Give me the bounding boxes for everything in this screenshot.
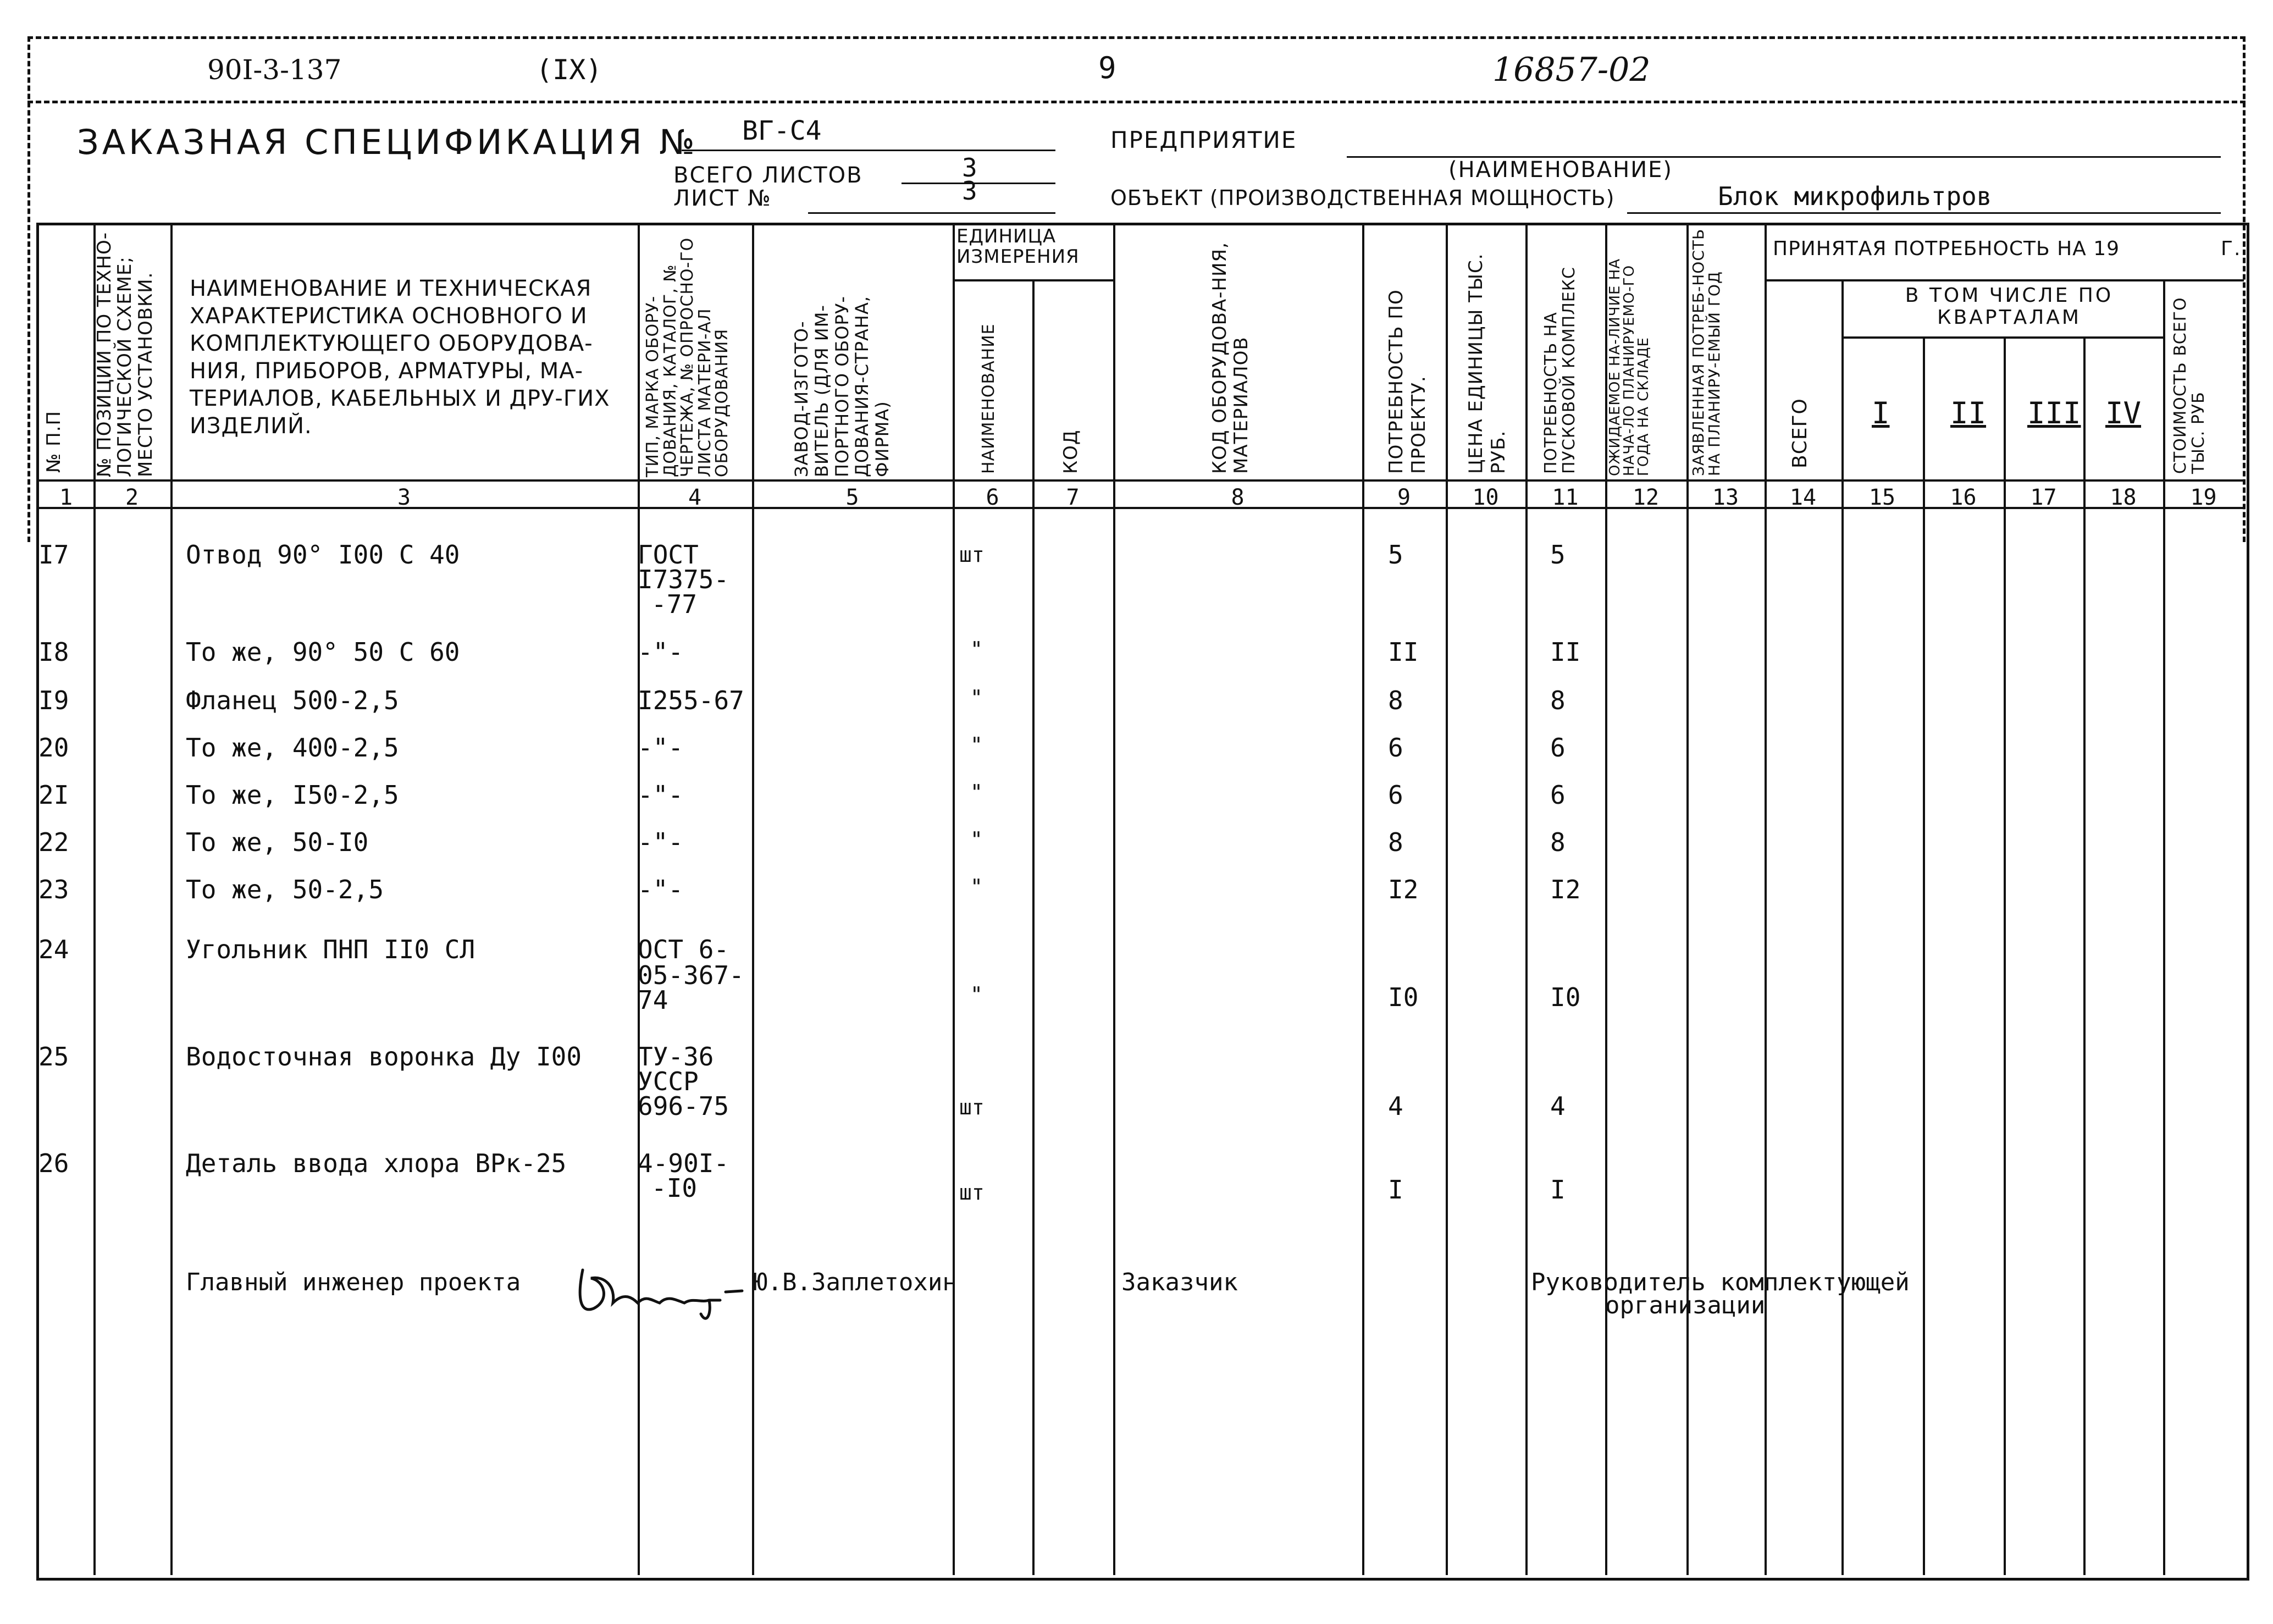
page-number: 9 — [1098, 51, 1116, 85]
item-launch: II — [1550, 637, 1581, 667]
doc-code: 90I-3-137 — [207, 54, 342, 86]
col-number-3: 3 — [397, 485, 411, 510]
item-type-line: ГОСТ — [638, 540, 699, 570]
item-need: I2 — [1388, 875, 1419, 904]
col-line-17 — [2083, 336, 2086, 1575]
item-unit: шт — [959, 543, 985, 567]
item-need: 5 — [1388, 540, 1403, 570]
item-type-line: 696-75 — [638, 1091, 729, 1121]
row-number: I8 — [38, 637, 69, 667]
item-launch: 4 — [1550, 1091, 1566, 1121]
spec-number-line — [682, 150, 1055, 151]
item-unit: " — [970, 982, 983, 1007]
item-name: Деталь ввода хлора ВРк-25 — [186, 1148, 567, 1178]
item-unit: шт — [959, 1095, 985, 1119]
item-need: 4 — [1388, 1091, 1403, 1121]
item-unit: " — [970, 733, 983, 757]
col-header-13: ЗАЯВЛЕННАЯ ПОТРЕБ-НОСТЬ НА ПЛАНИРУ-ЕМЫЙ ГОД — [1689, 228, 1724, 476]
row-number: 23 — [38, 875, 69, 904]
chief-engineer-name: Ю.В.Заплетохин — [753, 1268, 957, 1296]
chief-engineer-label: Главный инженер проекта — [186, 1268, 521, 1296]
row-number: 2I — [38, 780, 69, 810]
col-header-11: ПОТРЕБНОСТЬ НА ПУСКОВОЙ КОМПЛЕКС — [1541, 267, 1579, 474]
row-number: 25 — [38, 1042, 69, 1071]
col-header-19: СТОИМОСТЬ ВСЕГО ТЫС. РУБ — [2171, 297, 2208, 474]
item-type-line: 05-367- — [638, 960, 744, 990]
item-type-line: УССР — [638, 1067, 699, 1096]
item-launch: 8 — [1550, 686, 1566, 715]
col-line-16 — [2004, 336, 2006, 1575]
item-type-line: -I0 — [651, 1173, 698, 1203]
item-type-line: -"- — [638, 875, 684, 904]
col-number-18: 18 — [2110, 485, 2137, 510]
registration-number: 16857-02 — [1492, 51, 1651, 89]
quarters-header: В ТОМ ЧИСЛЕ ПО КВАРТАЛАМ — [1905, 284, 2114, 329]
item-name: То же, 50-I0 — [186, 827, 369, 857]
col-number-7: 7 — [1066, 485, 1080, 510]
item-unit: " — [970, 686, 983, 710]
col-number-9: 9 — [1397, 485, 1411, 510]
object-line — [1627, 212, 2221, 214]
item-need: 6 — [1388, 780, 1403, 810]
col-header-7: КОД — [1060, 429, 1082, 474]
item-type-line: -"- — [638, 780, 684, 810]
object-value: Блок микрофильтров — [1718, 181, 1992, 211]
item-name: То же, 90° 50 С 60 — [186, 637, 460, 667]
sheet-no-label: ЛИСТ № — [673, 186, 772, 211]
col-header-3: НАИМЕНОВАНИЕ И ТЕХНИЧЕСКАЯ ХАРАКТЕРИСТИКА ОСНОВНОГО И КОМПЛЕКТУЮЩЕГО ОБОРУДОВА-НИЯ, ПРИБОРОВ, АРМАТУРЫ, МА-ТЕРИАЛОВ, КАБЕЛЬНЫХ И ДРУ-ГИХ ИЗДЕЛИЙ. — [190, 276, 610, 439]
row-number: 22 — [38, 827, 69, 857]
unit-group-header: ЕДИНИЦА ИЗМЕРЕНИЯ — [956, 225, 1080, 268]
col-number-12: 12 — [1632, 485, 1660, 510]
header-divider — [27, 101, 2246, 103]
item-name: Фланец 500-2,5 — [186, 686, 399, 715]
item-type-line: -"- — [638, 637, 684, 667]
item-launch: 6 — [1550, 780, 1566, 810]
row-number: 24 — [38, 935, 69, 964]
customer-label: Заказчик — [1121, 1268, 1238, 1296]
col-number-6: 6 — [986, 485, 999, 510]
col-header-12: ОЖИДАЕМОЕ НА-ЛИЧИЕ НА НАЧА-ЛО ПЛАНИРУЕМО-ГО ГОДА НА СКЛАДЕ — [1607, 258, 1652, 476]
item-need: II — [1388, 637, 1419, 667]
quarter-2-header: II — [1950, 396, 1987, 430]
total-sheets-value: 3 — [962, 153, 977, 183]
header-bottom-line — [36, 479, 2244, 482]
col-header-2: № ПОЗИЦИИ ПО ТЕХНО-ЛОГИЧЕСКОЙ СХЕМЕ; МЕСТО УСТАНОВКИ. — [93, 231, 157, 477]
quarter-1-header: I — [1872, 396, 1890, 430]
item-type-line: ТУ-36 — [638, 1042, 714, 1071]
supplier-label: Руководитель комплектующей — [1531, 1268, 1910, 1296]
item-name: То же, I50-2,5 — [186, 780, 399, 810]
item-unit: " — [970, 827, 983, 852]
accepted-need-header: ПРИНЯТАЯ ПОТРЕБНОСТЬ НА 19 — [1773, 237, 2120, 260]
item-launch: 6 — [1550, 733, 1566, 763]
item-need: 8 — [1388, 686, 1403, 715]
col-number-14: 14 — [1789, 485, 1817, 510]
accepted-year-suffix: Г. — [2221, 237, 2242, 260]
col-number-10: 10 — [1472, 485, 1499, 510]
col-number-16: 16 — [1950, 485, 1977, 510]
col-number-13: 13 — [1712, 485, 1739, 510]
item-launch: I — [1550, 1175, 1566, 1205]
row-number: I7 — [38, 540, 69, 570]
item-name: То же, 400-2,5 — [186, 733, 399, 763]
sheet-no-value: 3 — [962, 176, 977, 206]
total-sheets-label: ВСЕГО ЛИСТОВ — [673, 163, 863, 188]
col-number-8: 8 — [1231, 485, 1245, 510]
col-number-19: 19 — [2190, 485, 2217, 510]
sheet-no-line — [808, 212, 1055, 214]
spec-number: ВГ-С4 — [742, 115, 822, 146]
col-line-15 — [1923, 336, 1925, 1575]
col-header-9: ПОТРЕБНОСТЬ ПО ПРОЕКТУ. — [1385, 289, 1430, 474]
item-need: I0 — [1388, 982, 1419, 1012]
col-header-8: КОД ОБОРУДОВА-НИЯ, МАТЕРИАЛОВ — [1209, 242, 1253, 474]
item-type-line: 74 — [638, 985, 668, 1015]
spec-title: ЗАКАЗНАЯ СПЕЦИФИКАЦИЯ № — [77, 122, 698, 162]
album-label: (IX) — [536, 54, 602, 86]
item-unit: " — [970, 780, 983, 804]
item-need: 6 — [1388, 733, 1403, 763]
row-number: I9 — [38, 686, 69, 715]
item-name: Водосточная воронка Ду I00 — [186, 1042, 582, 1071]
col-number-5: 5 — [845, 485, 859, 510]
col-header-4: ТИП, МАРКА ОБОРУ-ДОВАНИЯ, КАТАЛОГ, № ЧЕРТЕЖА, № ОПРОСНО-ГО ЛИСТА МАТЕРИ-АЛ ОБОРУДОВАНИЯ — [643, 237, 732, 477]
col-header-10: ЦЕНА ЕДИНИЦЫ ТЫС. РУБ. — [1465, 253, 1509, 474]
col-number-2: 2 — [125, 485, 139, 510]
item-name: Отвод 90° I00 С 40 — [186, 540, 460, 570]
chief-engineer-signature — [572, 1248, 753, 1325]
item-unit: шт — [959, 1180, 985, 1205]
col-header-14: ВСЕГО — [1789, 398, 1811, 468]
col-header-6: НАИМЕНОВАНИЕ — [979, 323, 998, 474]
item-unit: " — [970, 875, 983, 899]
col-header-5: ЗАВОД-ИЗГОТО-ВИТЕЛЬ (ДЛЯ ИМ-ПОРТНОГО ОБОРУ-ДОВАНИЯ-СТРАНА, ФИРМА) — [791, 295, 893, 477]
item-need: 8 — [1388, 827, 1403, 857]
left-border-top — [27, 36, 30, 542]
item-unit: " — [970, 637, 983, 661]
item-type-line: I255-67 — [638, 686, 744, 715]
col-header-1: № П.П — [43, 410, 65, 473]
enterprise-label: ПРЕДПРИЯТИЕ — [1110, 126, 1297, 153]
col-number-1: 1 — [59, 485, 73, 510]
item-type-line: -77 — [651, 589, 698, 619]
row-number: 20 — [38, 733, 69, 763]
item-type-line: 4-90I- — [638, 1148, 729, 1178]
naming-label: (НАИМЕНОВАНИЕ) — [1448, 157, 1673, 183]
item-launch: 5 — [1550, 540, 1566, 570]
total-sheets-line — [902, 183, 1055, 184]
col-number-4: 4 — [688, 485, 702, 510]
supplier-label: организации — [1605, 1291, 1766, 1319]
quarter-4-header: IV — [2105, 396, 2142, 430]
col-number-15: 15 — [1868, 485, 1896, 510]
item-type-line: -"- — [638, 733, 684, 763]
item-launch: I2 — [1550, 875, 1581, 904]
item-type-line: I7375- — [638, 565, 729, 594]
col-number-11: 11 — [1552, 485, 1579, 510]
item-launch: I0 — [1550, 982, 1581, 1012]
item-launch: 8 — [1550, 827, 1566, 857]
item-type-line: ОСТ 6- — [638, 935, 729, 964]
col-number-17: 17 — [2030, 485, 2057, 510]
item-need: I — [1388, 1175, 1403, 1205]
row-number: 26 — [38, 1148, 69, 1178]
item-type-line: -"- — [638, 827, 684, 857]
object-label: ОБЪЕКТ (ПРОИЗВОДСТВЕННАЯ МОЩНОСТЬ) — [1110, 186, 1615, 210]
top-border — [27, 36, 2246, 39]
item-name: То же, 50-2,5 — [186, 875, 384, 904]
quarter-3-header: III — [2027, 396, 2081, 430]
item-name: Угольник ПНП II0 СЛ — [186, 935, 475, 964]
